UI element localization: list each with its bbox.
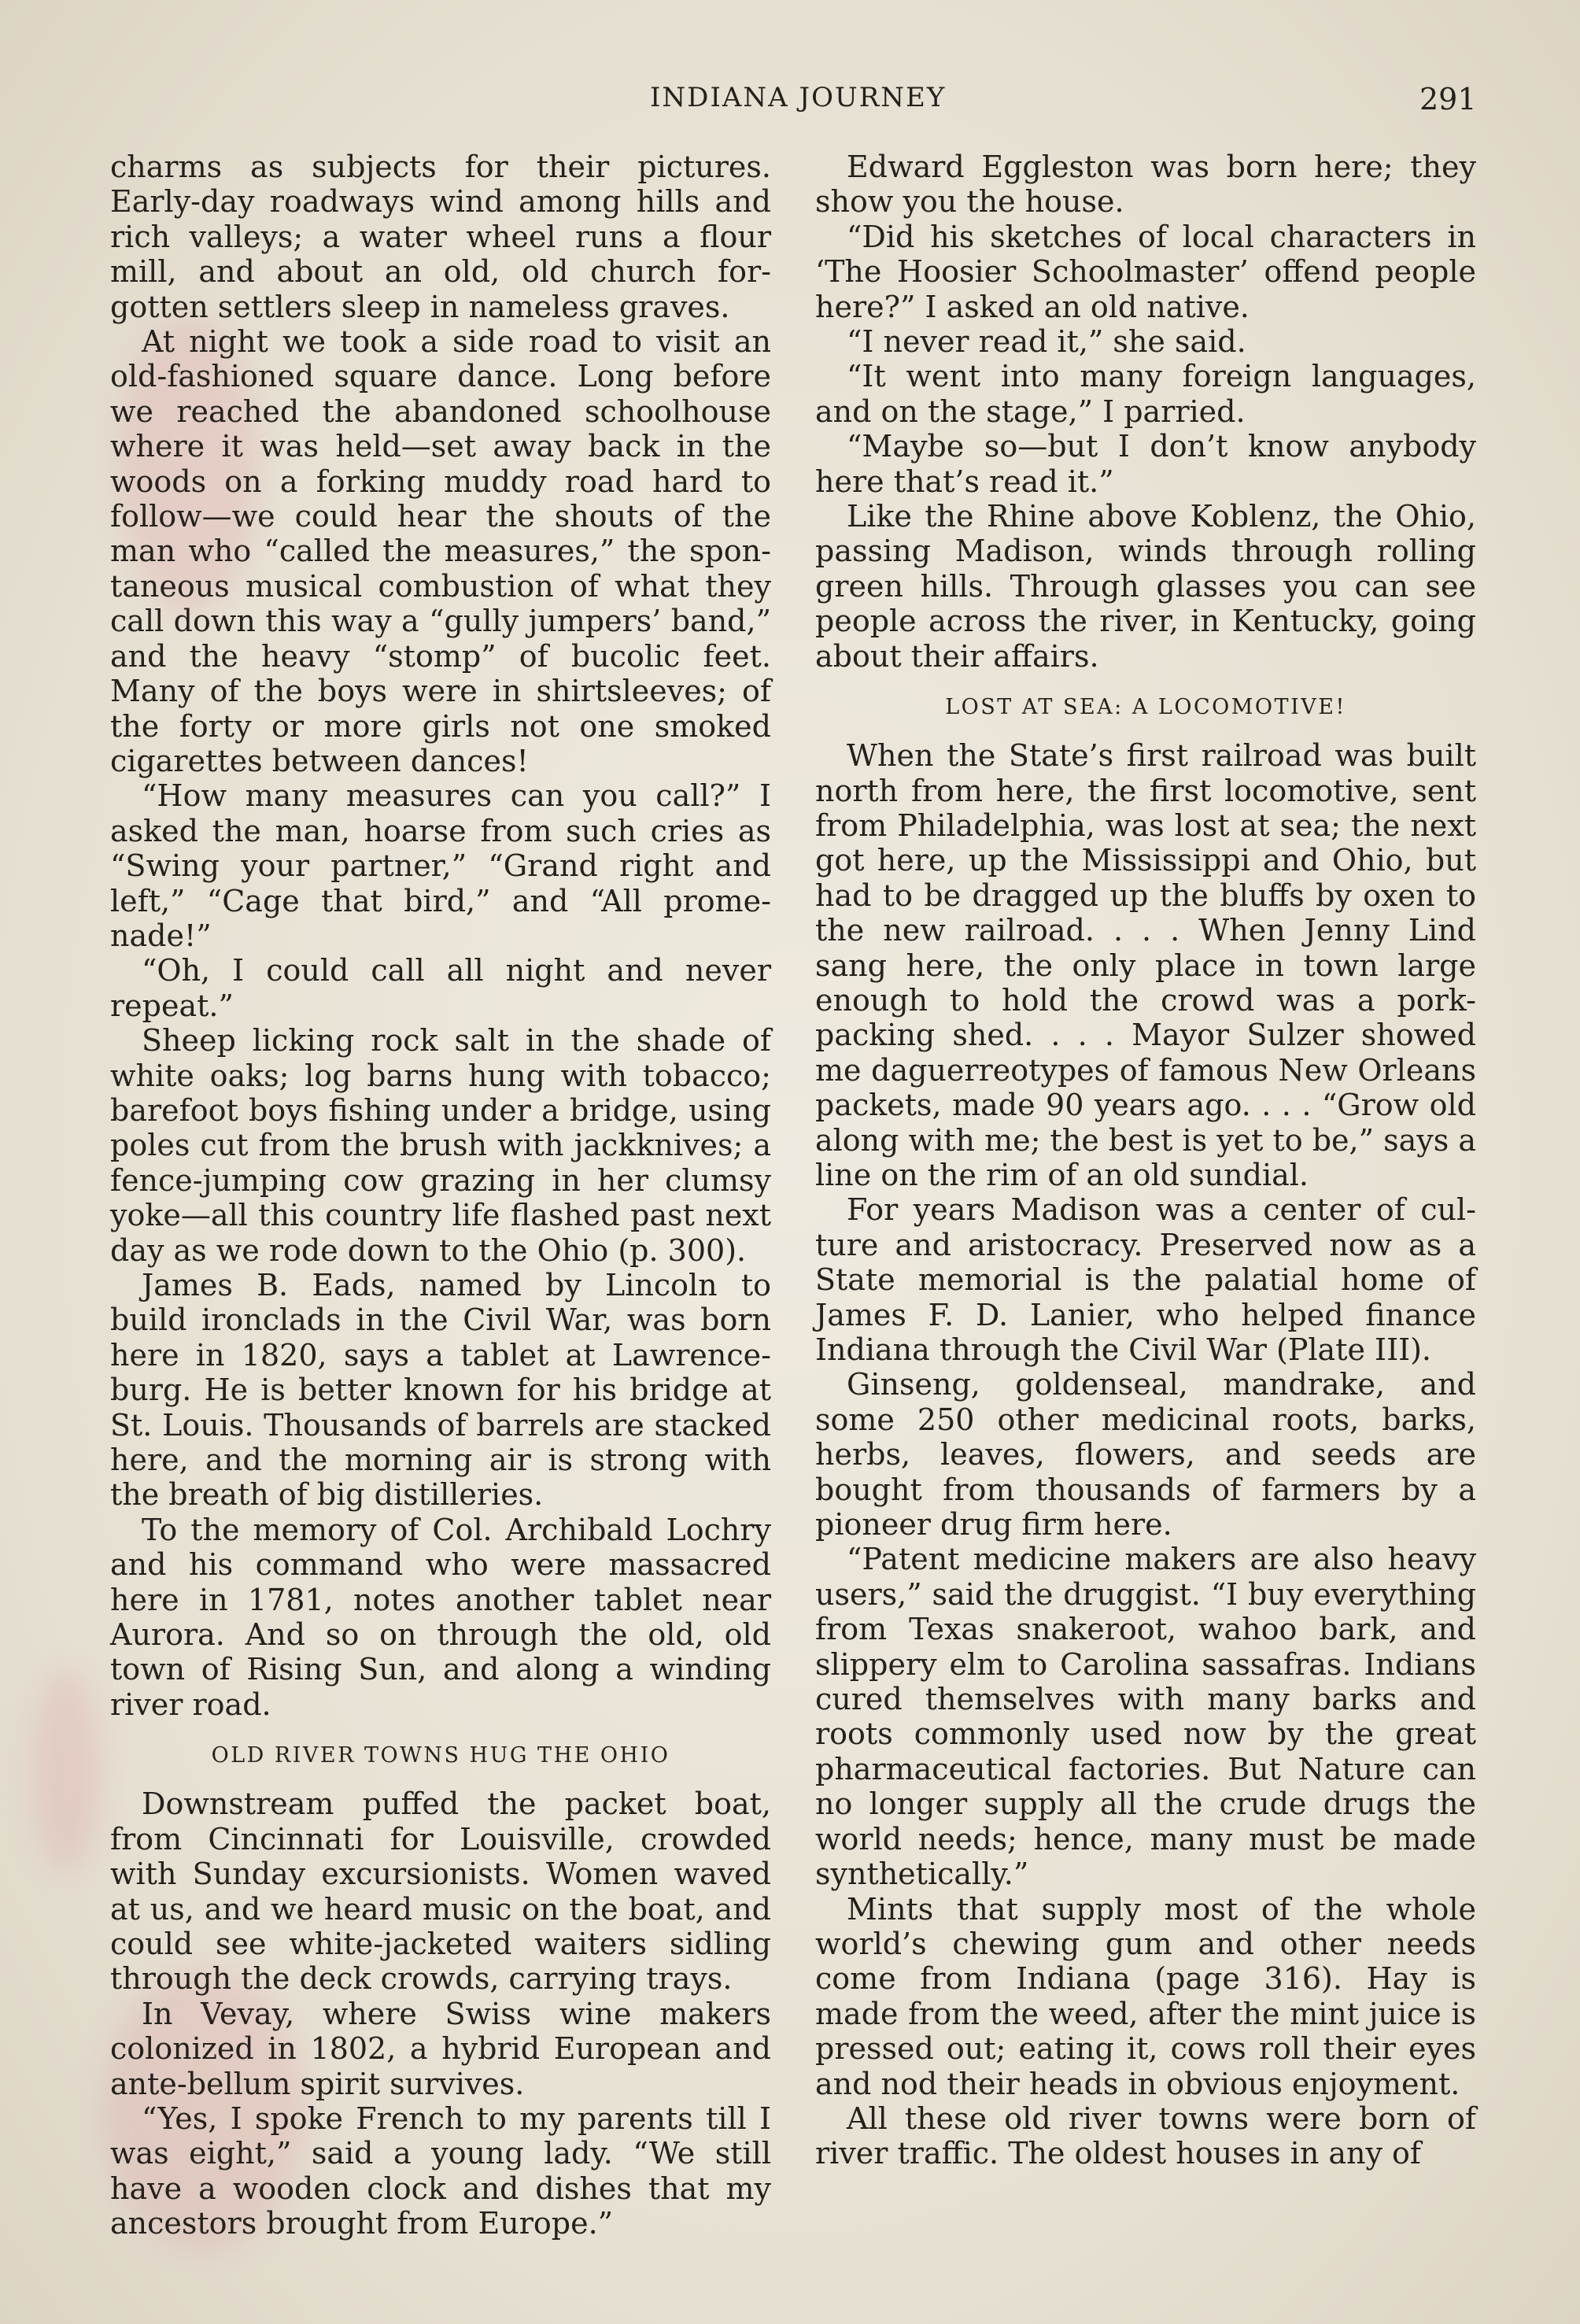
paragraph: charms as subjects for their pictures. Early-day roadways wind among hills and rich valleys; a water wheel runs a flour mill, and about an old, old church forgotten settlers sleep in nameless graves. — [110, 150, 771, 324]
paragraph: Like the Rhine above Koblenz, the Ohio, passing Madison, winds through rolling green hills. Through glasses you can see people across the river, in Kentucky, going about their affairs. — [815, 499, 1476, 674]
paragraph: “Maybe so—but I don’t know anybody here that’s read it.” — [815, 429, 1476, 499]
paragraph: Downstream puffed the packet boat, from Cincinnati for Louisville, crowded with Sunday excursionists. Women waved at us, and we heard music on the boat, and could see white-jacketed waiters sidling through the deck crowds, carrying trays. — [110, 1786, 771, 1997]
paragraph: All these old river towns were born of river traffic. The oldest houses in any of — [815, 2100, 1476, 2171]
pink-stain — [31, 1668, 102, 1873]
paragraph: In Vevay, where Swiss wine makers colonized in 1802, a hybrid European and ante-bellum spirit survives. — [110, 1996, 771, 2101]
running-head: INDIANA JOURNEY — [650, 82, 947, 113]
paragraph: “Did his sketches of local characters in ‘The Hoosier Schoolmaster’ offend people here?” I asked an old native. — [815, 219, 1476, 324]
paragraph: “It went into many foreign languages, and on the stage,” I parried. — [815, 359, 1476, 429]
paragraph: To the memory of Col. Archibald Lochry and his command who were massacred here in 1781, notes another tablet near Aurora. And so on through the old, old town of Rising Sun, and along a winding river road. — [110, 1512, 771, 1722]
paragraph: “Yes, I spoke French to my parents till I was eight,” said a young lady. “We still have a wooden clock and dishes that my ancestors brought from Europe.” — [110, 2100, 771, 2241]
left-column — [110, 150, 771, 2241]
paragraph: Sheep licking rock salt in the shade of white oaks; log barns hung with tobacco; barefoot boys fishing under a bridge, using poles cut from the brush with jackknives; a fence-jumping cow grazing in her clumsy yoke—all this country life flashed past next day as we rode down to the Ohio (p. 300). — [110, 1023, 771, 1268]
paragraph: Mints that supply most of the whole world’s chewing gum and other needs come from Indiana (page 316). Hay is made from the weed, after the mint juice is pressed out; eating it, cows roll their eyes and nod their heads in obvious enjoyment. — [815, 1891, 1476, 2101]
paragraph: At night we took a side road to visit an old-fashioned square dance. Long before we reached the abandoned schoolhouse where it was held—set away back in the woods on a forking muddy road hard to follow—we could hear the shouts of the man who “called the measures,” the spontaneous musical combustion of what they call down this way a “gully jumpers’ band,” and the heavy “stomp” of bucolic feet. Many of the boys were in shirtsleeves; of the forty or more girls not one smoked cigarettes between dances! — [110, 324, 771, 778]
paragraph: When the State’s first railroad was built north from here, the first locomotive, sent from Philadelphia, was lost at sea; the next got here, up the Mississippi and Ohio, but had to be dragged up the bluffs by oxen to the new railroad. . . . When Jenny Lind sang here, the only place in town large enough to hold the crowd was a pork-packing shed. . . . Mayor Sulzer showed me daguerreotypes of famous New Orleans packets, made 90 years ago. . . . “Grow old along with me; the best is yet to be,” says a line on the rim of an old sundial. — [815, 738, 1476, 1192]
paragraph: “Oh, I could call all night and never repeat.” — [110, 953, 771, 1023]
paragraph: James B. Eads, named by Lincoln to build ironclads in the Civil War, was born here in 1820, says a tablet at Lawrenceburg. He is better known for his bridge at St. Louis. Thousands of barrels are stacked here, and the morning air is strong with the breath of big distilleries. — [110, 1268, 771, 1513]
paragraph: “I never read it,” she said. — [847, 324, 1246, 360]
paragraph: “Patent medicine makers are also heavy users,” said the druggist. “I buy everything from Texas snakeroot, wahoo bark, and slippery elm to Carolina sassafras. Indians cured themselves with many barks and roots commonly used now by the great pharmaceutical factories. But Nature can no longer supply all the crude drugs the world needs; hence, many must be made synthetically.” — [815, 1542, 1476, 1892]
section-heading: OLD RIVER TOWNS HUG THE OHIO — [211, 1743, 670, 1768]
right-column — [815, 150, 1476, 2171]
section-heading: LOST AT SEA: A LOCOMOTIVE! — [945, 695, 1346, 720]
paragraph: For years Madison was a center of culture and aristocracy. Preserved now as a State memorial is the palatial home of James F. D. Lanier, who helped finance Indiana through the Civil War (Plate III). — [815, 1192, 1476, 1367]
paragraph: “How many measures can you call?” I asked the man, hoarse from such cries as “Swing your partner,” “Grand right and left,” “Cage that bird,” and “All promenade!” — [110, 778, 771, 953]
page-header — [0, 82, 1580, 121]
paragraph: Edward Eggleston was born here; they show you the house. — [815, 150, 1476, 220]
page-number: 291 — [1419, 82, 1477, 116]
paragraph: Ginseng, goldenseal, mandrake, and some 250 other medicinal roots, barks, herbs, leaves, flowers, and seeds are bought from thousands of farmers by a pioneer drug firm here. — [815, 1367, 1476, 1543]
